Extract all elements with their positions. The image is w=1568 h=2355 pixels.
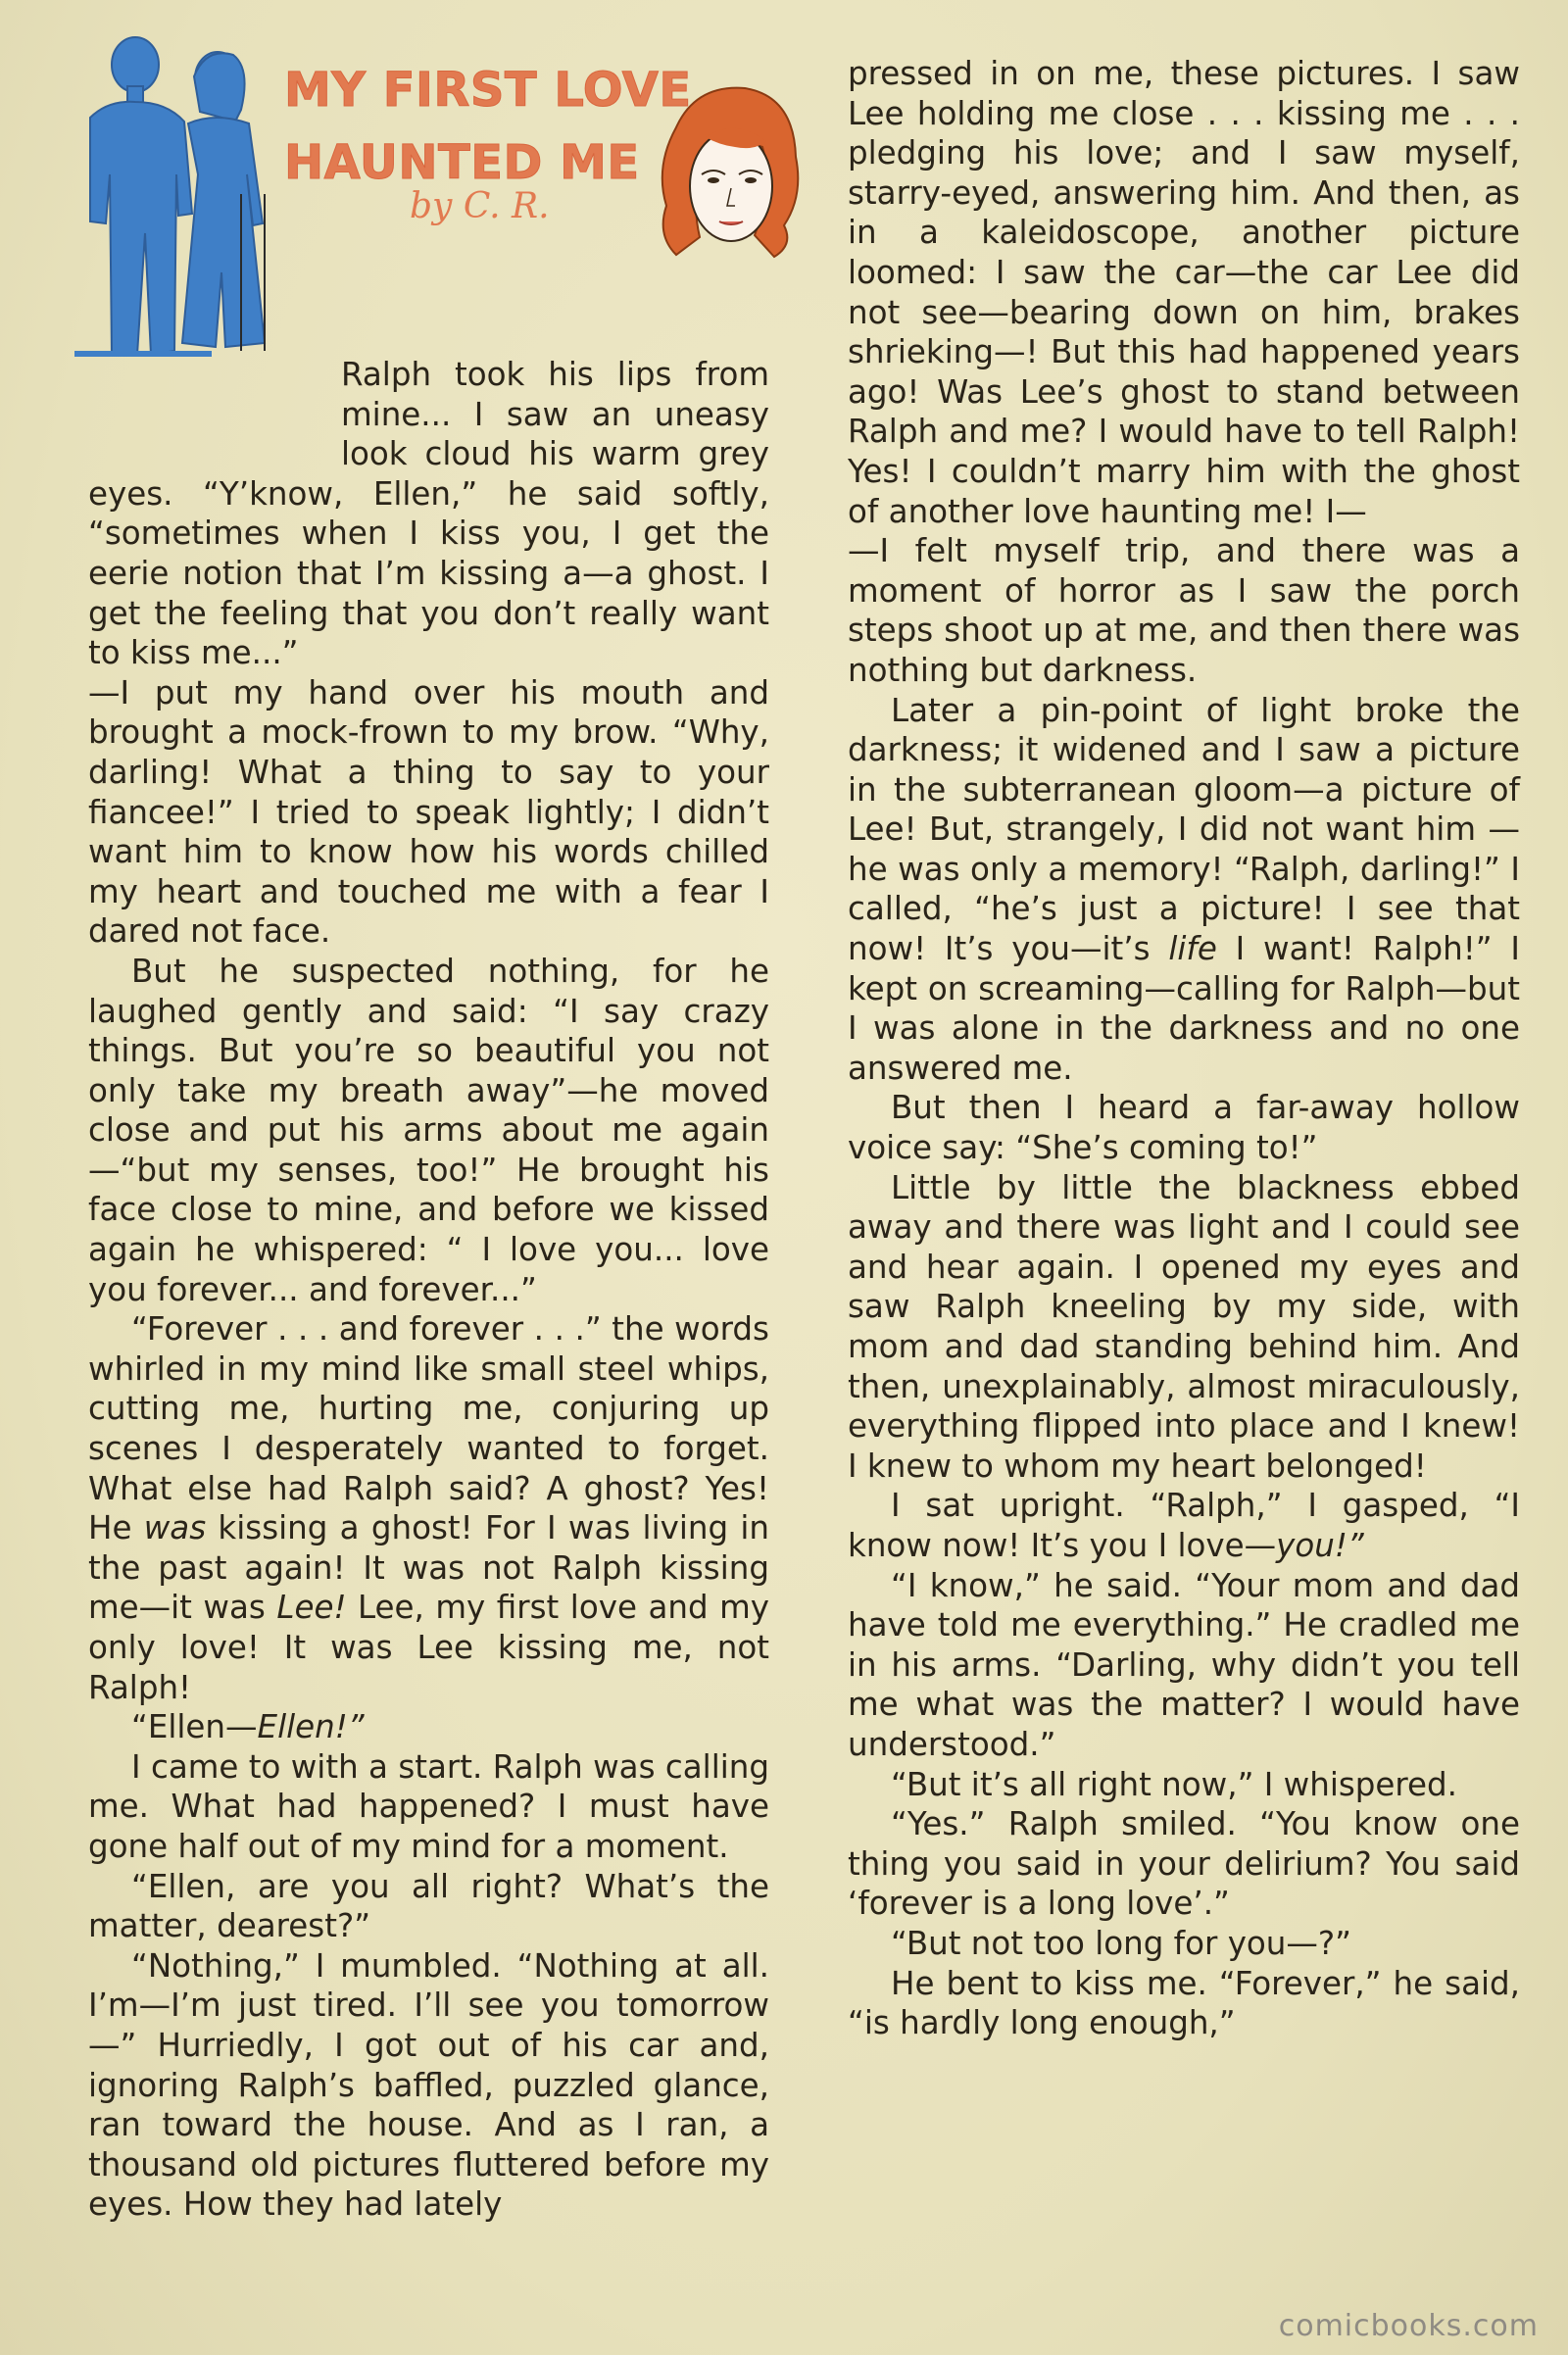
- story-byline: by C. R.: [410, 186, 550, 226]
- paragraph: [88, 1309, 769, 1707]
- emphasis-text: was: [143, 1509, 207, 1547]
- paragraph: “But not too long for you—?”: [891, 1924, 1351, 1962]
- story-title: [284, 54, 696, 199]
- paragraph: [848, 1486, 1520, 1565]
- text-run: Lee, my first love and my only love! It was Lee kissing me, not Ralph!: [88, 1589, 769, 1706]
- girl-portrait-illustration: [637, 78, 808, 265]
- paragraph: pressed in on me, these pictures. I saw Lee holding me close . . . kissing me . . . pledging his love; and I saw myself, starry-eyed, answering him. And then, as in a kaleidoscope, another picture loomed: I saw the car—the car Lee did not see—bearing down on him, brakes shrieking—! But this had happened years ago! Was Lee’s ghost to stand between Ralph and me? I would have to tell Ralph! Yes! I couldn’t marry him with the ghost of another love haunting me! I—: [848, 55, 1520, 530]
- paragraph: He bent to kiss me. “Forever,” he said, “is hardly long enough,”: [848, 1964, 1520, 2042]
- watermark: comicbooks.com: [1278, 2309, 1539, 2343]
- paragraph: Little by little the blackness ebbed away and there was light and I could see and hear again. I opened my eyes and saw Ralph kneeling by my side, with mom and dad standing behind him. And then, unexplainably, almost miraculously, everything flipped into place and I knew! I knew to whom my heart belonged!: [848, 1168, 1520, 1485]
- paragraph: “Yes.” Ralph smiled. “You know one thing you said in your delirium? You said ‘forever is a long love’.”: [848, 1805, 1520, 1923]
- paragraph: Ralph took his lips from mine... I saw an uneasy look cloud his warm grey eyes. “Y’know, Ellen,” he said softly, “sometimes when I kiss you, I get the eerie notion that I’m kissing a—a ghost. I get the feeling that you don’t really want to kiss me...”: [88, 356, 769, 672]
- paragraph: “But it’s all right now,” I whispered.: [891, 1765, 1458, 1803]
- paragraph: —I put my hand over his mouth and brought a mock-frown to my brow. “Why, darling! What a thing to say to your fiancee!” I tried to speak lightly; I didn’t want him to know how his words chilled my heart and touched me with a fear I dared not face.: [88, 673, 769, 951]
- text-run: I want! Ralph!” I kept on screaming—calling for Ralph—but I was alone in the darkness and no one answered me.: [848, 930, 1520, 1087]
- paragraph: —I felt myself trip, and there was a moment of horror as I saw the porch steps shoot up at me, and then there was nothing but darkness.: [848, 532, 1520, 689]
- text-run: I sat upright. “Ralph,” I gasped, “I know now! It’s you I love—: [848, 1487, 1520, 1564]
- emphasis-text: life: [1168, 930, 1217, 968]
- title-wrap-space: [88, 355, 341, 472]
- text-run: “Forever . . . and forever . . .” the words whirled in my mind like small steel whips, cutting me, hurting me, conjuring up scenes I desperately wanted to forget. What else had Ralph said? A ghost? Yes! He: [88, 1310, 769, 1547]
- paragraph: “I know,” he said. “Your mom and dad have told me everything.” He cradled me in his arms. “Darling, why didn’t you tell me what was the matter? I would have understood.”: [848, 1566, 1520, 1763]
- story-title-line-1: MY FIRST LOVE: [284, 63, 692, 118]
- paragraph: [88, 1707, 769, 1747]
- paragraph: [848, 691, 1520, 1089]
- emphasis-text: Lee!: [276, 1589, 347, 1627]
- paragraph: But he suspected nothing, for he laughed gently and said: “I say crazy things. But you’re so beautiful you not only take my breath away”—he moved close and put his arms about me again —“but my senses, too!” He brought his face close to mine, and before we kissed again he whispered: “ I love you... love you forever... and forever...”: [88, 952, 769, 1308]
- couple-silhouette-illustration: [69, 27, 294, 366]
- text-run: kissing a ghost! For I was living in the past again! It was not Ralph kissing me—it was: [88, 1509, 770, 1627]
- text-run: “Ellen—: [131, 1708, 258, 1746]
- paragraph: But then I heard a far-away hollow voice say: “She’s coming to!”: [848, 1089, 1520, 1167]
- text-run: Later a pin-point of light broke the darkness; it widened and I saw a picture in the subterranean gloom—a picture of Lee! But, strangely, I did not want him —he was only a memory! “Ralph, darling!” I called, “he’s just a picture! I see that now! It’s you—it’s: [848, 691, 1520, 968]
- story-title-line-2: HAUNTED ME: [284, 135, 640, 190]
- paragraph: “Ellen, are you all right? What’s the matter, dearest?”: [88, 1867, 769, 1945]
- emphasis-text: you!”: [1276, 1526, 1364, 1564]
- paragraph: I came to with a start. Ralph was calling me. What had happened? I must have gone half out of my mind for a moment.: [88, 1747, 769, 1865]
- paragraph: “Nothing,” I mumbled. “Nothing at all. I’m—I’m just tired. I’ll see you tomorrow—” Hurriedly, I got out of his car and, ignoring Ralph’s baffled, puzzled glance, ran toward the house. And as I ran, a thousand old pictures fluttered before my eyes. How they had lately: [88, 1946, 769, 2224]
- left-text-column: [88, 355, 769, 2225]
- emphasis-text: Ellen!”: [257, 1708, 365, 1746]
- right-text-column: [848, 54, 1520, 2043]
